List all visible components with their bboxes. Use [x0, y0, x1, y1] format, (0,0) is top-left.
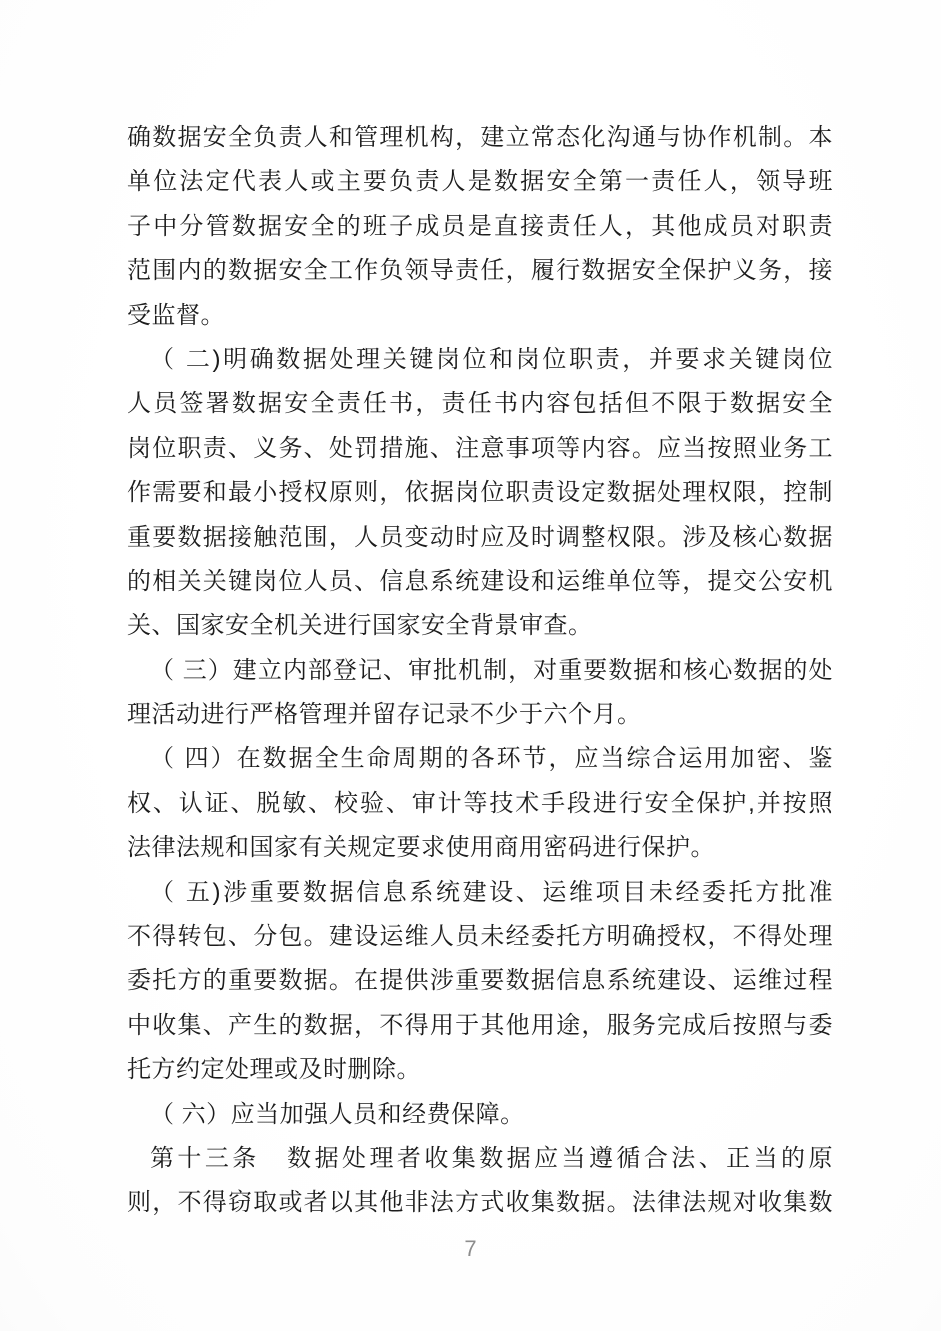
- text-line: 受监督。: [127, 301, 225, 329]
- text-line: （ 三）建立内部登记、审批机制，对重要数据和核心数据的处: [150, 656, 833, 684]
- text-line: 子中分管数据安全的班子成员是直接责任人，其他成员对职责: [127, 212, 833, 240]
- text-line: 第十三条 数据处理者收集数据应当遵循合法、正当的原: [150, 1144, 833, 1172]
- article-13-data-collection: [127, 1137, 833, 1226]
- text-line: 确数据安全负责人和管理机构，建立常态化沟通与协作机制。本: [127, 124, 833, 151]
- text-line: 关、国家安全机关进行国家安全背景审查。: [127, 612, 593, 640]
- text-line: 委托方的重要数据。在提供涉重要数据信息系统建设、运维过程: [127, 967, 833, 995]
- text-line: （ 二)明确数据处理关键岗位和岗位职责，并要求关键岗位: [150, 345, 833, 373]
- text-line: 人员签署数据安全责任书，责任书内容包括但不限于数据安全: [127, 390, 833, 418]
- text-line: 范围内的数据安全工作负领导责任，履行数据安全保护义务，接: [127, 257, 833, 285]
- text-line: 法律法规和国家有关规定要求使用商用密码进行保护。: [127, 834, 715, 862]
- text-line: 托方约定处理或及时删除。: [127, 1056, 421, 1084]
- page-number: 7: [464, 1236, 477, 1261]
- text-line: 则，不得窃取或者以其他非法方式收集数据。法律法规对收集数: [127, 1189, 833, 1217]
- item-6-personnel-funding: [127, 1093, 833, 1137]
- text-line: 中收集、产生的数据，不得用于其他用途，服务完成后按照与委: [127, 1011, 833, 1039]
- item-2-key-posts: [127, 338, 833, 649]
- text-line: 不得转包、分包。建设运维人员未经委托方明确授权，不得处理: [127, 923, 833, 951]
- text-line: （ 五)涉重要数据信息系统建设、运维项目未经委托方批准: [150, 878, 833, 906]
- text-line: （ 六）应当加强人员和经费保障。: [150, 1100, 525, 1128]
- text-line: 理活动进行严格管理并留存记录不少于六个月。: [127, 701, 642, 729]
- text-line: （ 四）在数据全生命周期的各环节，应当综合运用加密、鉴: [150, 745, 833, 773]
- text-line: 作需要和最小授权原则，依据岗位职责设定数据处理权限，控制: [127, 479, 833, 507]
- paragraph-continuation-responsibility: [127, 116, 833, 338]
- text-line: 权、认证、脱敏、校验、审计等技术手段进行安全保护,并按照: [127, 789, 833, 817]
- text-line: 重要数据接触范围，人员变动时应及时调整权限。涉及核心数据: [127, 523, 833, 551]
- document-body: [127, 116, 833, 1226]
- text-line: 单位法定代表人或主要负责人是数据安全第一责任人，领导班: [127, 168, 833, 196]
- item-5-outsourcing-restrictions: [127, 871, 833, 1093]
- text-line: 的相关关键岗位人员、信息系统建设和运维单位等，提交公安机: [127, 567, 833, 595]
- text-line: 岗位职责、义务、处罚措施、注意事项等内容。应当按照业务工: [127, 434, 833, 462]
- item-4-lifecycle-protection: [127, 737, 833, 870]
- item-3-internal-registration: [127, 649, 833, 738]
